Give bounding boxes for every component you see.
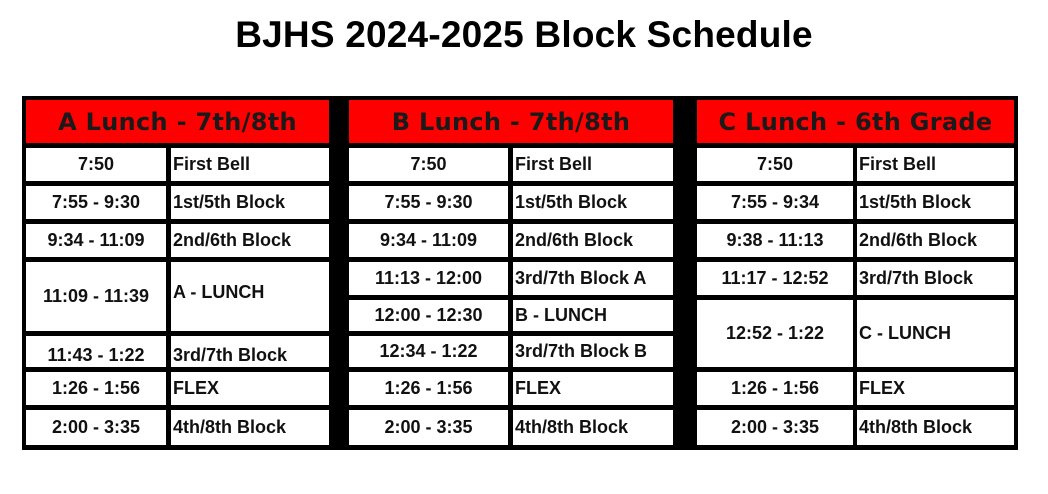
time-cell: 9:38 - 11:13 (697, 224, 853, 257)
time-cell: 7:50 (26, 148, 166, 181)
time-cell: 7:55 - 9:34 (697, 186, 853, 219)
time-cell: 9:34 - 11:09 (349, 224, 508, 257)
period-cell: FLEX (857, 372, 1014, 405)
time-cell: 7:55 - 9:30 (349, 186, 508, 219)
time-cell: 2:00 - 3:35 (26, 410, 166, 445)
period-cell: FLEX (171, 372, 329, 405)
lunch-cell: B - LUNCH (513, 300, 673, 331)
lunch-cell: C - LUNCH (857, 300, 1014, 367)
page-title: BJHS 2024-2025 Block Schedule (235, 14, 813, 55)
time-cell: 12:34 - 1:22 (349, 336, 508, 367)
table-header: C Lunch - 6th Grade (697, 100, 1014, 143)
time-cell: 2:00 - 3:35 (697, 410, 853, 445)
period-cell: 3rd/7th Block A (513, 262, 673, 295)
time-cell: 9:34 - 11:09 (26, 224, 166, 257)
table-header: A Lunch - 7th/8th (26, 100, 329, 143)
period-cell: 2nd/6th Block (857, 224, 1014, 257)
period-cell: First Bell (513, 148, 673, 181)
period-cell: 2nd/6th Block (513, 224, 673, 257)
period-cell: 4th/8th Block (171, 410, 329, 445)
time-cell: 11:09 - 11:39 (26, 262, 166, 331)
period-cell: 1st/5th Block (857, 186, 1014, 219)
time-cell: 12:00 - 12:30 (349, 300, 508, 331)
period-cell: 1st/5th Block (513, 186, 673, 219)
time-cell: 1:26 - 1:56 (26, 372, 166, 405)
time-cell: 11:17 - 12:52 (697, 262, 853, 295)
table-header: B Lunch - 7th/8th (349, 100, 673, 143)
time-cell: 7:55 - 9:30 (26, 186, 166, 219)
period-cell: 3rd/7th Block B (513, 336, 673, 367)
period-cell: 1st/5th Block (171, 186, 329, 219)
time-cell: 7:50 (349, 148, 508, 181)
time-cell: 11:43 - 1:22 (26, 336, 166, 367)
time-cell: 7:50 (697, 148, 853, 181)
period-cell: First Bell (171, 148, 329, 181)
period-cell: 2nd/6th Block (171, 224, 329, 257)
lunch-cell: A - LUNCH (171, 262, 329, 331)
time-cell: 11:13 - 12:00 (349, 262, 508, 295)
period-cell: 3rd/7th Block (857, 262, 1014, 295)
period-cell: FLEX (513, 372, 673, 405)
time-cell: 1:26 - 1:56 (697, 372, 853, 405)
period-cell: 4th/8th Block (513, 410, 673, 445)
period-cell: 4th/8th Block (857, 410, 1014, 445)
time-cell: 1:26 - 1:56 (349, 372, 508, 405)
time-cell: 2:00 - 3:35 (349, 410, 508, 445)
period-cell: First Bell (857, 148, 1014, 181)
period-cell: 3rd/7th Block (171, 336, 329, 367)
schedule-frame (22, 96, 1018, 450)
time-cell: 12:52 - 1:22 (697, 300, 853, 367)
